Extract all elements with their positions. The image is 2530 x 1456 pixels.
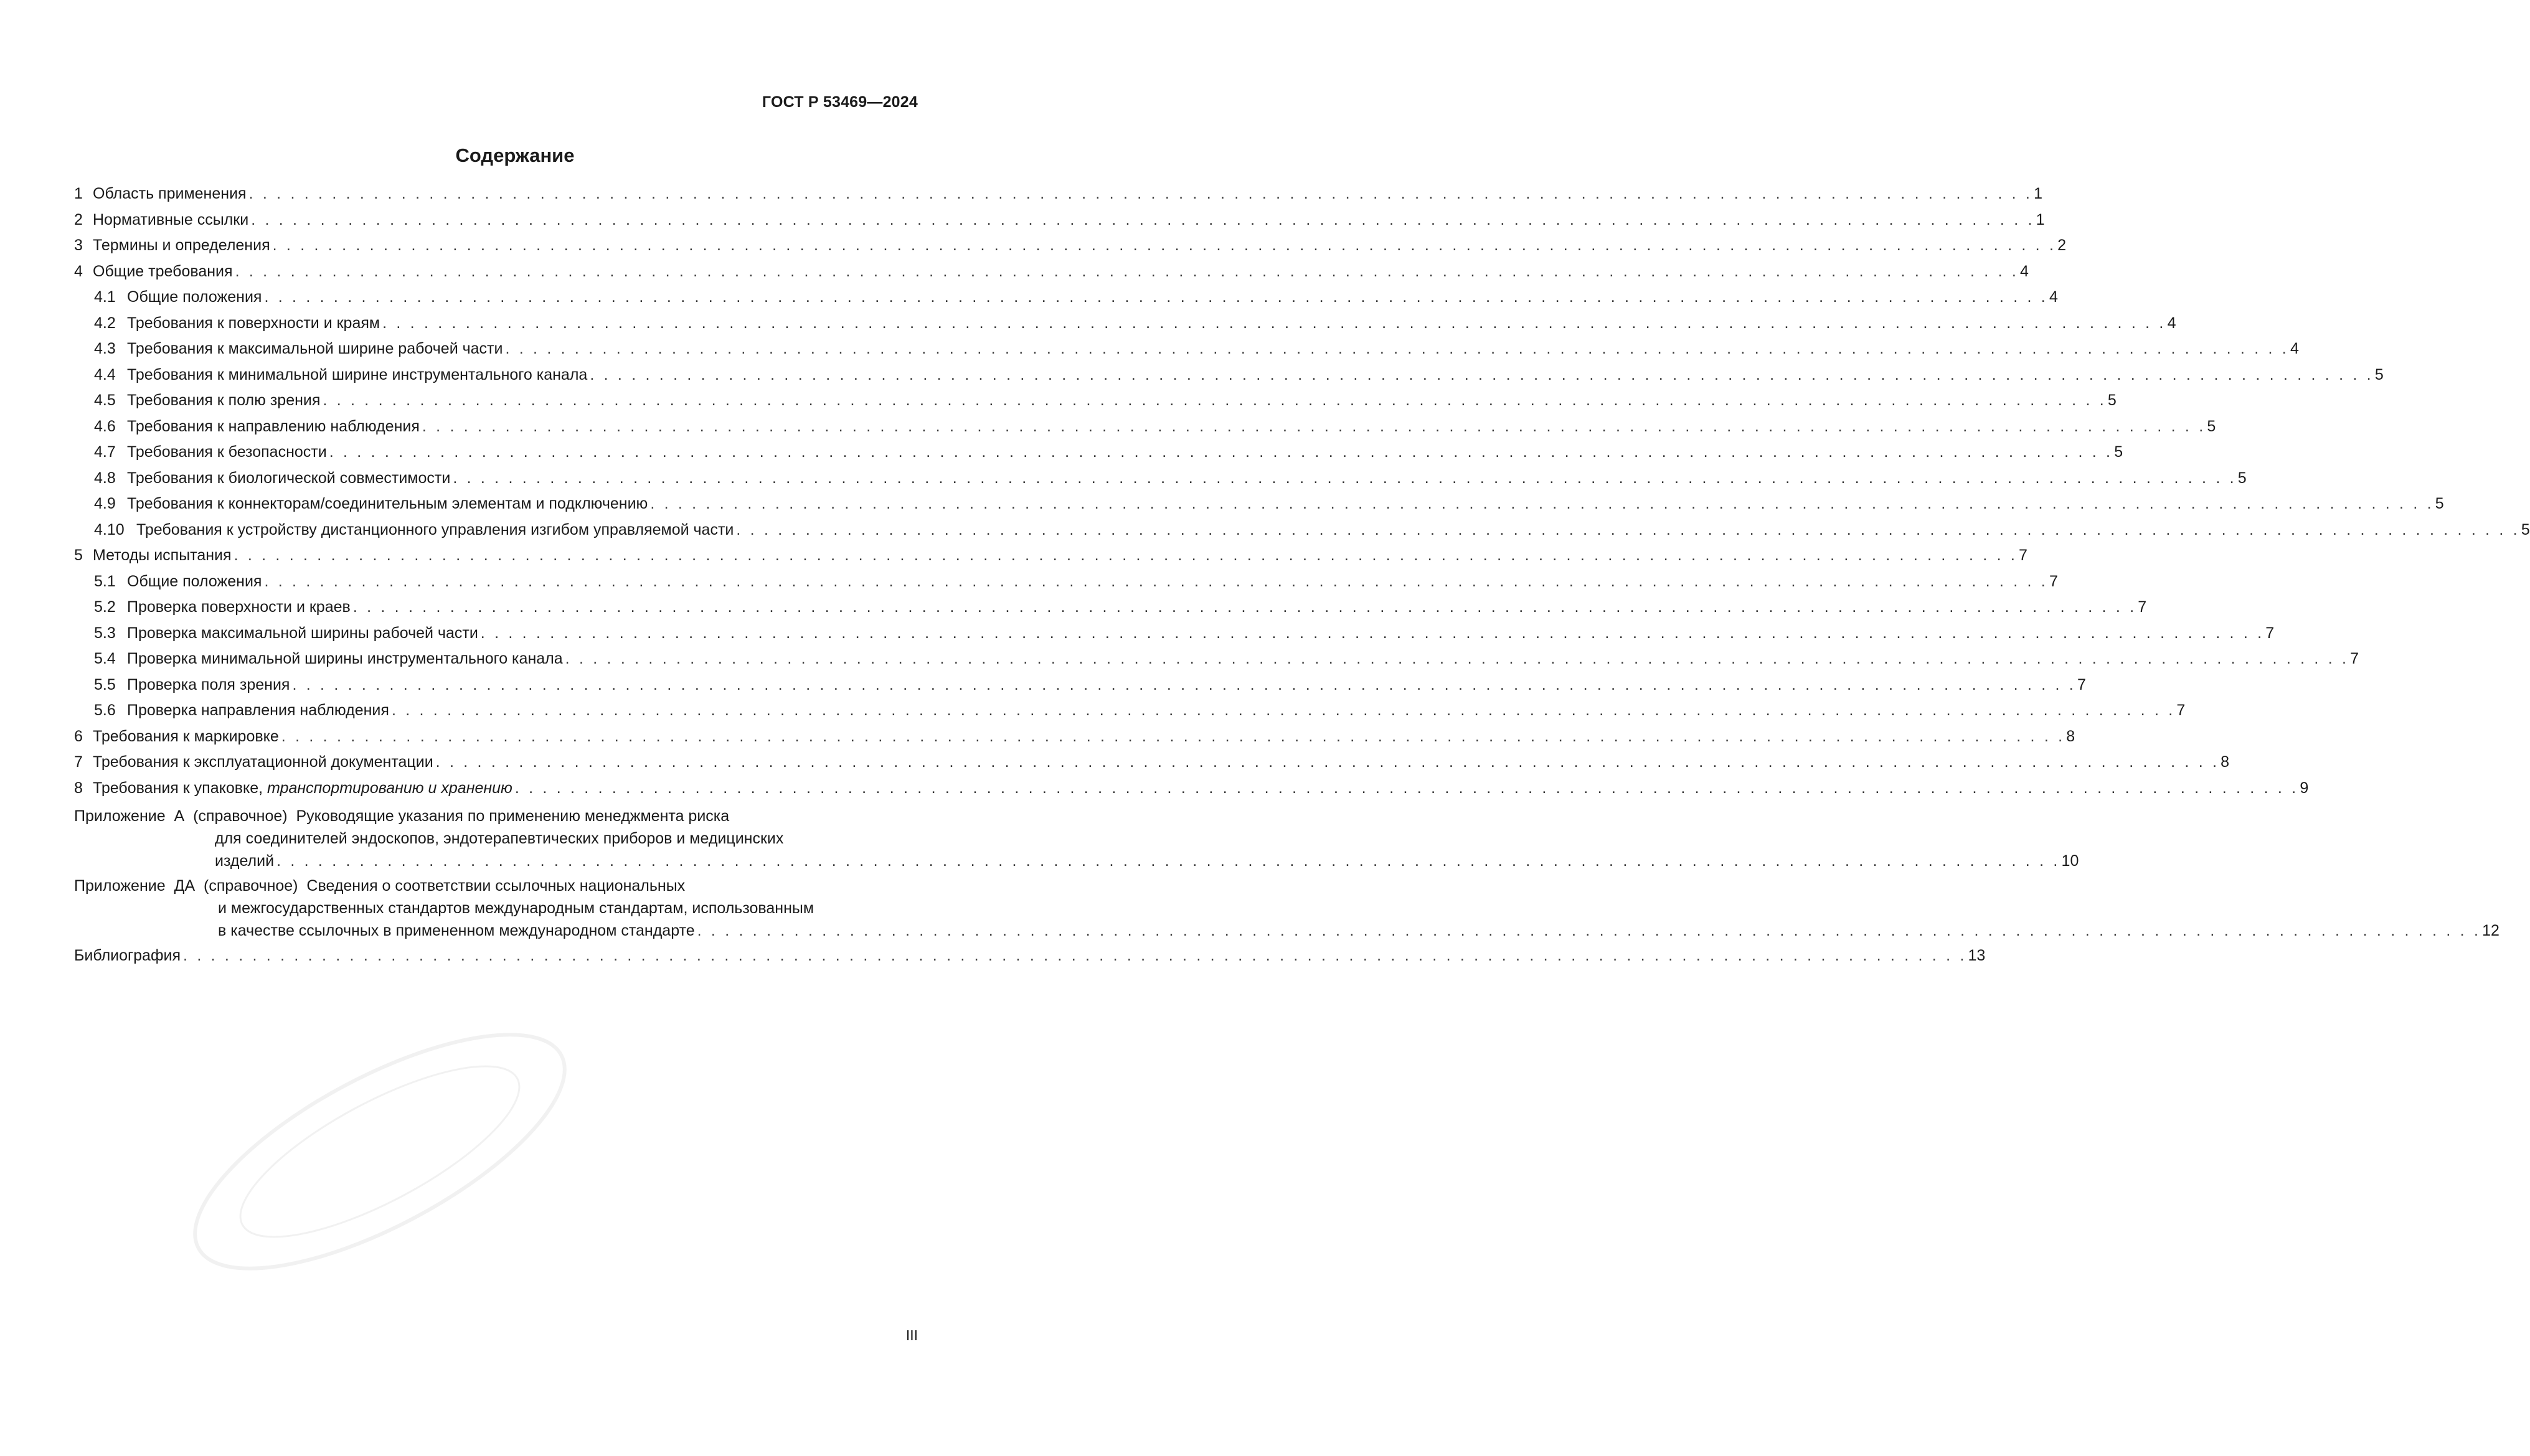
leader-dots (648, 491, 2433, 517)
annex-title-line: Сведения о соответствии ссылочных национальных (306, 877, 686, 895)
toc-entry-label: Проверка направления наблюдения (127, 702, 389, 719)
leader-dots (380, 311, 2166, 337)
toc-entry-3[interactable] (74, 233, 2067, 259)
toc-entry-4-4[interactable] (74, 362, 2384, 388)
toc-entry-number: 6 (74, 727, 83, 745)
leader-dots (279, 724, 2065, 750)
leader-dots (695, 919, 2481, 942)
leader-dots (478, 621, 2264, 647)
annex-title-line: Руководящие указания по применению менеджмента риска (296, 807, 730, 825)
annex-title-line: для соединителей эндоскопов, эндотерапевтических приборов и медицинских (215, 830, 784, 847)
toc-entry-label: Требования к устройству дистанционного управления изгибом управляемой части (136, 520, 734, 538)
toc-entry-label: Методы испытания (93, 547, 232, 564)
leader-dots (262, 284, 2047, 311)
toc-entry-label: Проверка поля зрения (127, 675, 290, 693)
toc-entry-page: 5 (2207, 417, 2216, 435)
toc-entry-4-7[interactable] (74, 439, 2123, 466)
toc-entry-number: 8 (74, 779, 83, 797)
annex-prefix: Приложение А (справочное) (74, 807, 296, 825)
toc-entry-5[interactable] (74, 543, 2027, 569)
toc-entry-number: 4.7 (94, 443, 116, 461)
toc-entry-2[interactable] (74, 207, 2045, 233)
toc-entry-page: 7 (2350, 650, 2359, 667)
toc-entry-label: Библиография (74, 947, 181, 964)
toc-entry-page: 4 (2049, 288, 2058, 306)
toc-entry-label: Требования к эксплуатационной документации (93, 753, 433, 771)
toc-entry-label: Требования к безопасности (127, 443, 327, 461)
toc-entry-label: Проверка поверхности и краев (127, 598, 351, 616)
toc-entry-page: 7 (2138, 598, 2147, 616)
leader-dots (327, 439, 2113, 466)
toc-entry-number: 5.1 (94, 572, 116, 590)
page-title: Содержание (455, 144, 575, 166)
toc-entry-label: Проверка максимальной ширины рабочей части (127, 624, 478, 642)
toc-entry-page: 5 (2114, 443, 2123, 461)
toc-entry-number: 4 (74, 262, 83, 280)
toc-entry-5-6[interactable] (74, 698, 2186, 724)
annex-title-line: в качестве ссылочных в примененном международном стандарте (218, 922, 695, 939)
toc-entry-4-2[interactable] (74, 311, 2176, 337)
leader-dots (233, 259, 2019, 285)
document-code: ГОСТ Р 53469—2024 (762, 93, 918, 111)
toc-entry-number: 4.5 (94, 392, 116, 409)
toc-annex-da[interactable] (74, 875, 2499, 942)
toc-entry-page: 13 (1968, 947, 1986, 964)
toc-entry-5-3[interactable] (74, 621, 2275, 647)
toc-entry-label: Общие положения (127, 572, 262, 590)
toc-entry-page: 4 (2290, 340, 2299, 357)
toc-entry-label: Проверка минимальной ширины инструментального канала (127, 650, 563, 667)
toc-entry-page: 1 (2034, 185, 2042, 202)
toc-entry-number: 5.3 (94, 624, 116, 642)
toc-entry-label: Требования к маркировке (93, 727, 279, 745)
toc-entry-label: Требования к поверхности и краям (127, 314, 380, 332)
leader-dots (433, 749, 2219, 776)
toc-entry-label: Требования к направлению наблюдения (127, 417, 420, 435)
toc-entry-number: 5 (74, 547, 83, 564)
toc-entry-page: 4 (2020, 262, 2029, 280)
leader-dots (734, 517, 2519, 543)
leader-dots (389, 698, 2175, 724)
leader-dots (351, 594, 2136, 621)
toc-entry-number: 4.3 (94, 340, 116, 357)
toc-entry-number: 4.6 (94, 417, 116, 435)
toc-entry-number: 4.9 (94, 495, 116, 512)
faint-watermark-icon (144, 967, 616, 1336)
toc-entry-label: Общие положения (127, 288, 262, 306)
toc-entry-label: Требования к биологической совместимости (127, 469, 451, 487)
toc-entry-number: 4.10 (94, 520, 125, 538)
leader-dots (512, 776, 2298, 802)
leader-dots (248, 207, 2034, 233)
toc-entry-number: 5.2 (94, 598, 116, 616)
leader-dots (587, 362, 2373, 388)
toc-entry-page: 5 (2107, 392, 2117, 409)
toc-entry-number: 5.5 (94, 675, 116, 693)
table-of-contents (74, 181, 2530, 969)
toc-entry-label (93, 776, 512, 802)
toc-entry-label: Общие требования (93, 262, 233, 280)
leader-dots (420, 414, 2206, 440)
toc-entry-bibliography[interactable] (74, 943, 1986, 969)
toc-entry-4-6[interactable] (74, 414, 2216, 440)
leader-dots (274, 850, 2060, 872)
toc-entry-5-1[interactable] (74, 569, 2058, 595)
toc-entry-label: Требования к полю зрения (127, 392, 321, 409)
toc-entry-4-8[interactable] (74, 466, 2247, 492)
toc-entry-label-italic: транспортированию и хранению (267, 779, 512, 797)
leader-dots (181, 943, 1966, 969)
toc-entry-4-10[interactable] (74, 517, 2530, 543)
toc-entry-page: 7 (2019, 547, 2027, 564)
toc-entry-5-2[interactable] (74, 594, 2147, 621)
page-number: III (905, 1327, 918, 1343)
toc-entry-page: 7 (2049, 572, 2058, 590)
leader-dots (450, 466, 2236, 492)
leader-dots (270, 233, 2056, 259)
leader-dots (563, 646, 2349, 672)
toc-annex-a[interactable] (74, 805, 2079, 872)
toc-entry-label: Область применения (93, 185, 247, 202)
toc-entry-page: 5 (2521, 520, 2530, 538)
toc-entry-page: 5 (2374, 365, 2384, 383)
toc-entry-1[interactable] (74, 181, 2042, 207)
annex-title-line: изделий (215, 852, 275, 870)
toc-entry-4-1[interactable] (74, 284, 2058, 311)
toc-entry-number: 4.8 (94, 469, 116, 487)
toc-entry-number: 5.6 (94, 702, 116, 719)
leader-dots (232, 543, 2018, 569)
toc-entry-label: Нормативные ссылки (93, 210, 249, 228)
toc-entry-number: 4.4 (94, 365, 116, 383)
toc-entry-page: 9 (2300, 779, 2309, 797)
toc-entry-label: Требования к коннекторам/соединительным элементам и подключению (127, 495, 648, 512)
toc-entry-page: 7 (2077, 675, 2086, 693)
toc-entry-4[interactable] (74, 259, 2029, 285)
leader-dots (262, 569, 2047, 595)
toc-entry-page: 8 (2066, 727, 2075, 745)
toc-entry-page: 2 (2057, 237, 2067, 254)
toc-entry-number: 2 (74, 210, 83, 228)
toc-entry-7[interactable] (74, 749, 2230, 776)
toc-entry-number: 3 (74, 237, 83, 254)
toc-entry-4-3[interactable] (74, 336, 2299, 362)
toc-entry-8[interactable] (74, 776, 2309, 802)
toc-entry-page: 5 (2435, 495, 2444, 512)
toc-entry-number: 1 (74, 185, 83, 202)
toc-entry-label-regular: Требования к упаковке, (93, 779, 268, 797)
toc-entry-number: 5.4 (94, 650, 116, 667)
toc-entry-page: 4 (2167, 314, 2176, 332)
toc-entry-page: 8 (2221, 753, 2230, 771)
annex-title-line: и межгосударственных стандартов международным стандартам, использованным (218, 899, 814, 917)
toc-entry-page: 7 (2265, 624, 2275, 642)
toc-entry-5-4[interactable] (74, 646, 2359, 672)
leader-dots (503, 336, 2288, 362)
toc-entry-label: Термины и определения (93, 237, 270, 254)
toc-entry-page: 12 (2482, 922, 2499, 939)
toc-entry-page: 10 (2061, 852, 2079, 870)
toc-entry-5-5[interactable] (74, 672, 2086, 698)
toc-entry-6[interactable] (74, 724, 2075, 750)
leader-dots (320, 388, 2106, 414)
toc-entry-number: 4.1 (94, 288, 116, 306)
toc-entry-4-5[interactable] (74, 388, 2117, 414)
toc-entry-page: 7 (2176, 702, 2186, 719)
toc-entry-number: 7 (74, 753, 83, 771)
toc-entry-label: Требования к минимальной ширине инструментального канала (127, 365, 588, 383)
leader-dots (290, 672, 2075, 698)
toc-entry-label: Требования к максимальной ширине рабочей части (127, 340, 503, 357)
toc-entry-page: 5 (2237, 469, 2247, 487)
toc-entry-4-9[interactable] (74, 491, 2444, 517)
toc-entry-page: 1 (2036, 210, 2045, 228)
leader-dots (247, 181, 2032, 207)
toc-entry-number: 4.2 (94, 314, 116, 332)
annex-prefix: Приложение ДА (справочное) (74, 877, 307, 895)
